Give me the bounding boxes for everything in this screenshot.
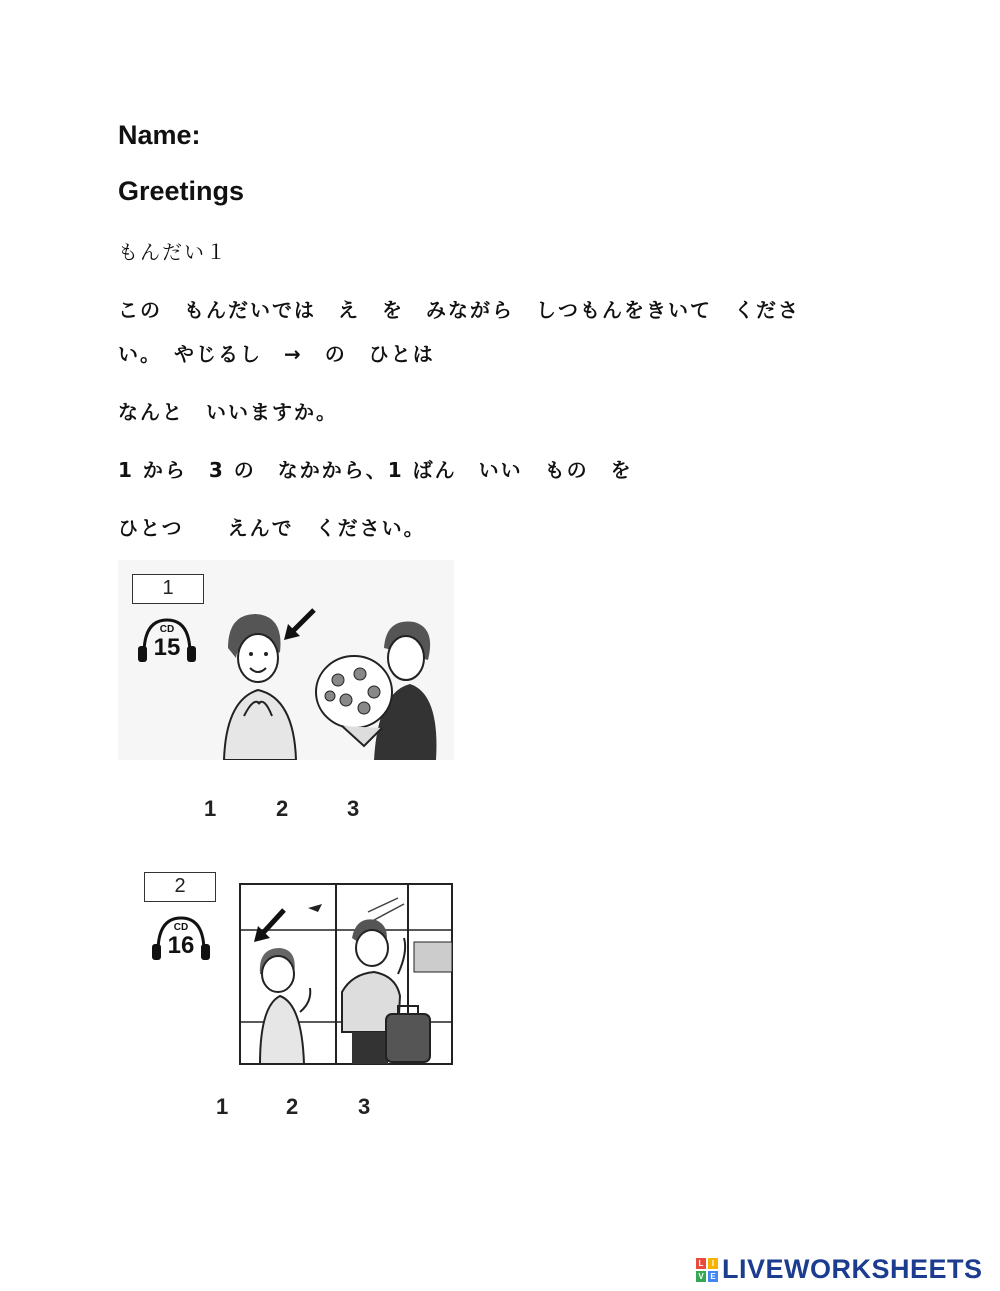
cd-headphones-icon: CD 16 (148, 912, 214, 964)
instruction-line-5: ひとつ えんで ください。 (118, 516, 426, 540)
live-logo-icon: L I V E (696, 1258, 718, 1282)
illustration-airport (238, 882, 454, 1066)
name-label: Name: (118, 120, 201, 150)
worksheet-title: Greetings (118, 176, 245, 206)
q1-option-1[interactable]: 1 (204, 796, 217, 821)
question-number-box: 1 (132, 574, 204, 604)
illustration-flowers (214, 596, 454, 760)
q2-option-3[interactable]: 3 (358, 1094, 371, 1119)
instruction-line-3: なんと いいますか。 (118, 400, 338, 424)
cd-headphones-icon: CD 15 (134, 614, 200, 666)
question-number-box: 2 (144, 872, 216, 902)
brand-text: LIVEWORKSHEETS (722, 1254, 983, 1284)
section-label: もんだい１ (118, 240, 228, 264)
question-2-picture (118, 866, 454, 1066)
q2-option-1[interactable]: 1 (216, 1094, 229, 1119)
question-1-picture (118, 560, 454, 760)
instruction-line-4: 1 から 3 の なかから、1 ばん いい もの を (118, 458, 633, 482)
q1-option-3[interactable]: 3 (347, 796, 360, 821)
q2-option-2[interactable]: 2 (286, 1094, 299, 1119)
instruction-line-2: い。 やじるし → の ひとは (118, 342, 435, 366)
liveworksheets-logo (696, 1254, 996, 1286)
instruction-line-1: この もんだいでは え を みながら しつもんをきいて くださ (118, 298, 800, 322)
q1-option-2[interactable]: 2 (276, 796, 289, 821)
